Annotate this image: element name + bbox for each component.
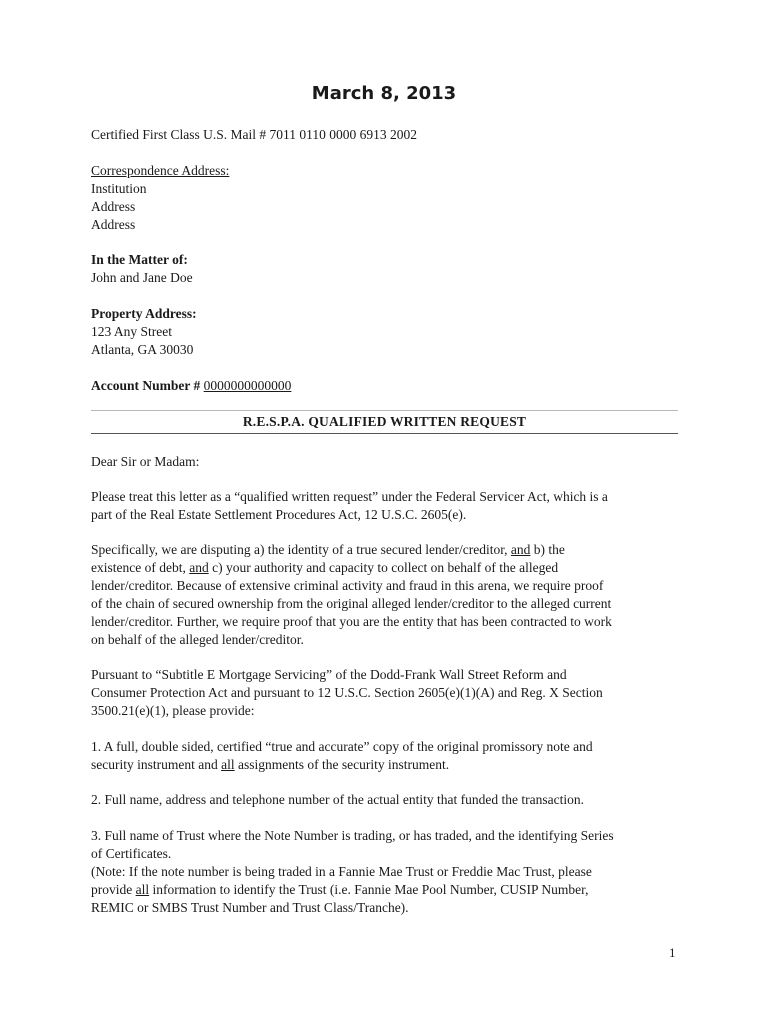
- paragraph-line: (Note: If the note number is being traded in a Fannie Mae Trust or Freddie Mac Trust, please: [91, 864, 592, 879]
- correspondence-line: Address: [91, 199, 136, 214]
- paragraph-line: of Certificates.: [91, 846, 172, 861]
- paragraph-intro: [91, 488, 681, 524]
- letter-date: March 8, 2013: [311, 83, 457, 104]
- property-line: Atlanta, GA 30030: [91, 342, 194, 357]
- paragraph-line: on behalf of the alleged lender/creditor.: [91, 632, 304, 647]
- paragraph-line: part of the Real Estate Settlement Procedures Act, 12 U.S.C. 2605(e).: [91, 507, 467, 522]
- paragraph-line: existence of debt, and c) your authority and capacity to collect on behalf of the alleged: [91, 560, 559, 575]
- matter-heading: In the Matter of:: [91, 252, 188, 267]
- matter-value: John and Jane Doe: [91, 270, 193, 285]
- paragraph-line: 1. A full, double sided, certified “true and accurate” copy of the original promissory note and: [91, 739, 593, 754]
- paragraph-line: provide all information to identify the Trust (i.e. Fannie Mae Pool Number, CUSIP Number,: [91, 882, 589, 897]
- property-heading: Property Address:: [91, 306, 197, 321]
- account-number-value: 0000000000000: [203, 378, 292, 393]
- paragraph-line: lender/creditor. Further, we require proof that you are the entity that has been contracted to work: [91, 614, 612, 629]
- correspondence-line: Institution: [91, 181, 147, 196]
- paragraph-line: of the chain of secured ownership from the original alleged lender/creditor to the alleged current: [91, 596, 612, 611]
- property-line: 123 Any Street: [91, 324, 172, 339]
- account-number-line: [91, 377, 681, 395]
- matter-section: [91, 251, 681, 287]
- salutation: Dear Sir or Madam:: [91, 454, 200, 469]
- request-item-1: [91, 738, 681, 774]
- document-title: R.E.S.P.A. QUALIFIED WRITTEN REQUEST: [242, 414, 527, 429]
- request-item-3: [91, 827, 681, 917]
- document-title-bar: [91, 410, 678, 434]
- paragraph-line: 3500.21(e)(1), please provide:: [91, 703, 255, 718]
- request-item-2: 2. Full name, address and telephone number of the actual entity that funded the transaction.: [91, 792, 584, 807]
- paragraph-line: lender/creditor. Because of extensive criminal activity and fraud in this arena, we require proof: [91, 578, 604, 593]
- paragraph-pursuant: [91, 666, 681, 720]
- paragraph-dispute: [91, 541, 681, 649]
- paragraph-line: 3. Full name of Trust where the Note Number is trading, or has traded, and the identifying Series: [91, 828, 614, 843]
- certified-mail-line: Certified First Class U.S. Mail # 7011 0110 0000 6913 2002: [91, 127, 417, 142]
- paragraph-line: Specifically, we are disputing a) the identity of a true secured lender/creditor, and b) the: [91, 542, 565, 557]
- paragraph-line: REMIC or SMBS Trust Number and Trust Class/Tranche).: [91, 900, 409, 915]
- paragraph-line: Consumer Protection Act and pursuant to 12 U.S.C. Section 2605(e)(1)(A) and Reg. X Section: [91, 685, 603, 700]
- paragraph-line: Pursuant to “Subtitle E Mortgage Servicing” of the Dodd-Frank Wall Street Reform and: [91, 667, 567, 682]
- property-section: [91, 305, 681, 359]
- correspondence-heading: Correspondence Address:: [91, 163, 230, 178]
- account-number-label: Account Number #: [91, 378, 201, 393]
- paragraph-line: security instrument and all assignments of the security instrument.: [91, 757, 450, 772]
- paragraph-line: Please treat this letter as a “qualified written request” under the Federal Servicer Act, which is a: [91, 489, 608, 504]
- page-number: 1: [669, 945, 676, 960]
- correspondence-address: [91, 162, 681, 234]
- correspondence-line: Address: [91, 217, 136, 232]
